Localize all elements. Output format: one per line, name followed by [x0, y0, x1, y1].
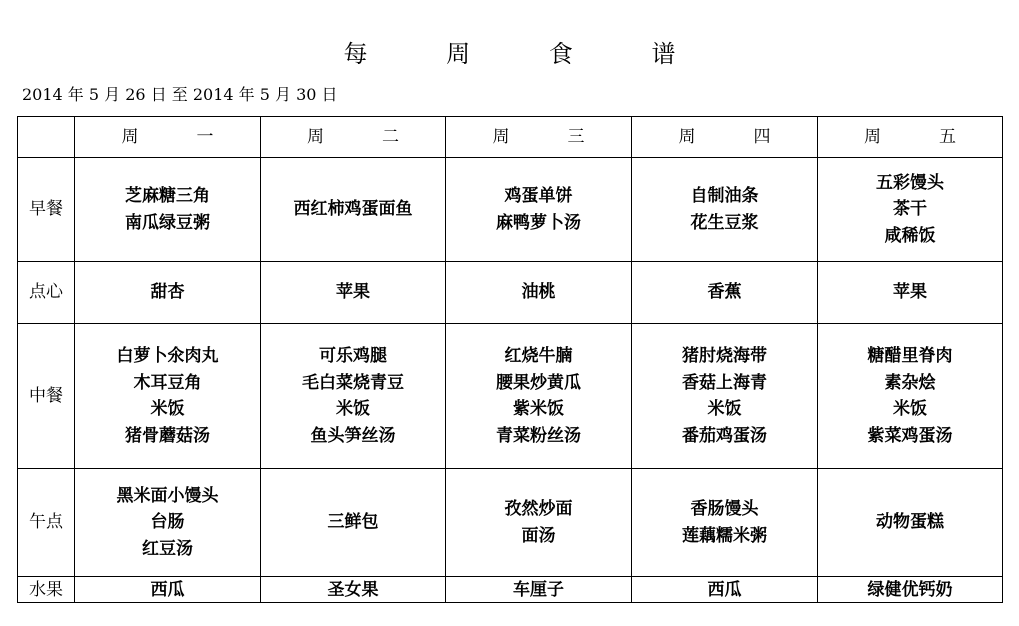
- dish-name: 咸稀饭: [884, 225, 936, 246]
- dish-name: 米饭: [893, 399, 927, 419]
- dish-name: 素杂烩: [884, 372, 936, 393]
- dish-name: 鸡蛋单饼: [504, 186, 573, 206]
- menu-cell-wed: [446, 469, 632, 577]
- dish-name: 腰果炒黄瓜: [496, 372, 581, 393]
- dish-name: 米饭: [150, 399, 185, 419]
- menu-cell-tue: [261, 262, 446, 324]
- menu-cell-thu: [632, 158, 818, 262]
- menu-cell-mon: [75, 324, 261, 469]
- menu-cell-mon: [75, 577, 261, 603]
- dish-name: 红烧牛腩: [504, 346, 573, 366]
- day-number: 四: [753, 126, 771, 147]
- day-prefix: 周: [307, 126, 324, 147]
- dish-name: 圣女果: [327, 579, 379, 600]
- dish-name: 台肠: [150, 512, 185, 533]
- day-prefix: 周: [492, 126, 510, 147]
- snack-row: [18, 262, 1003, 324]
- weekly-menu-table: [17, 116, 1003, 603]
- dish-name: 香菇上海青: [682, 372, 767, 393]
- menu-cell-thu: [632, 262, 818, 324]
- dish-name: 猪肘烧海带: [682, 346, 767, 366]
- dish-name: 芝麻糖三角: [125, 186, 210, 206]
- fruit-row: [18, 577, 1003, 603]
- dish-name: 动物蛋糕: [876, 512, 944, 533]
- lunch-row: [18, 324, 1003, 469]
- dish-name: 可乐鸡腿: [319, 346, 387, 366]
- menu-cell-thu: [632, 324, 818, 469]
- meal-label: 中餐: [18, 324, 75, 469]
- dish-name: 苹果: [893, 282, 927, 303]
- menu-cell-tue: [261, 577, 446, 603]
- menu-cell-fri: [818, 324, 1003, 469]
- dish-name: 黑米面小馒头: [116, 485, 219, 506]
- dish-name: 米饭: [707, 399, 742, 419]
- menu-cell-fri: [818, 577, 1003, 603]
- meal-label: 点心: [18, 262, 75, 324]
- dish-name: 苹果: [336, 282, 370, 303]
- dish-name: 红豆汤: [142, 538, 193, 559]
- dish-name: 紫米饭: [513, 399, 564, 419]
- dish-name: 米饭: [336, 399, 370, 419]
- menu-cell-wed: [446, 324, 632, 469]
- dish-name: 猪骨蘑菇汤: [125, 425, 210, 446]
- day-header-wed: [446, 117, 632, 158]
- day-header-tue: [261, 117, 446, 158]
- day-number: 一: [196, 126, 214, 147]
- dish-name: 五彩馒头: [876, 172, 944, 193]
- date-range: 2014 年 5 月 26 日 至 2014 年 5 月 30 日: [22, 85, 338, 104]
- day-number: 二: [382, 126, 399, 147]
- dish-name: 木耳豆角: [133, 372, 202, 393]
- dish-name: 西瓜: [150, 579, 185, 600]
- page-title: [0, 34, 1019, 74]
- dish-name: 香肠馒头: [690, 499, 759, 519]
- dish-name: 香蕉: [707, 282, 742, 303]
- day-header-mon: [75, 117, 261, 158]
- day-number: 三: [567, 126, 585, 147]
- dish-name: 三鲜包: [327, 512, 379, 533]
- day-header-thu: [632, 117, 818, 158]
- dish-name: 糖醋里脊肉: [867, 346, 953, 366]
- menu-cell-fri: [818, 469, 1003, 577]
- breakfast-row: [18, 158, 1003, 262]
- day-prefix: 周: [678, 126, 696, 147]
- menu-cell-thu: [632, 577, 818, 603]
- dish-name: 麻鸭萝卜汤: [496, 212, 581, 233]
- title-char: 周: [446, 40, 471, 68]
- menu-cell-tue: [261, 158, 446, 262]
- meal-label: 午点: [18, 469, 75, 577]
- menu-cell-fri: [818, 158, 1003, 262]
- day-prefix: 周: [864, 126, 881, 147]
- dish-name: 南瓜绿豆粥: [125, 212, 210, 233]
- dish-name: 甜杏: [150, 282, 185, 303]
- dish-name: 自制油条: [690, 186, 759, 206]
- meal-label: 早餐: [18, 158, 75, 262]
- dish-name: 车厘子: [513, 579, 564, 600]
- menu-cell-thu: [632, 469, 818, 577]
- dish-name: 番茄鸡蛋汤: [682, 425, 767, 446]
- menu-cell-mon: [75, 262, 261, 324]
- day-header-fri: [818, 117, 1003, 158]
- title-char: 食: [548, 40, 573, 68]
- title-char: 谱: [651, 40, 676, 68]
- dish-name: 西瓜: [707, 579, 742, 600]
- corner-cell: [18, 117, 75, 158]
- day-prefix: 周: [121, 126, 139, 147]
- afternoon-snack-row: [18, 469, 1003, 577]
- menu-cell-tue: [261, 324, 446, 469]
- menu-cell-mon: [75, 469, 261, 577]
- dish-name: 花生豆浆: [690, 212, 759, 233]
- day-number: 五: [939, 126, 956, 147]
- title-char: 每: [343, 40, 368, 68]
- dish-name: 西红柿鸡蛋面鱼: [293, 199, 413, 220]
- dish-name: 面汤: [521, 525, 556, 546]
- menu-cell-fri: [818, 262, 1003, 324]
- dish-name: 孜然炒面: [504, 499, 573, 519]
- menu-cell-wed: [446, 262, 632, 324]
- dish-name: 鱼头笋丝汤: [310, 425, 396, 446]
- dish-name: 毛白菜烧青豆: [302, 372, 404, 393]
- menu-cell-wed: [446, 577, 632, 603]
- dish-name: 茶干: [893, 199, 927, 220]
- dish-name: 青菜粉丝汤: [496, 425, 581, 446]
- dish-name: 莲藕糯米粥: [682, 525, 767, 546]
- menu-cell-wed: [446, 158, 632, 262]
- menu-cell-mon: [75, 158, 261, 262]
- menu-cell-tue: [261, 469, 446, 577]
- header-row: [18, 117, 1003, 158]
- dish-name: 紫菜鸡蛋汤: [867, 425, 953, 446]
- dish-name: 绿健优钙奶: [867, 579, 953, 600]
- dish-name: 油桃: [521, 282, 556, 303]
- dish-name: 白萝卜氽肉丸: [116, 346, 219, 366]
- meal-label: 水果: [18, 577, 75, 603]
